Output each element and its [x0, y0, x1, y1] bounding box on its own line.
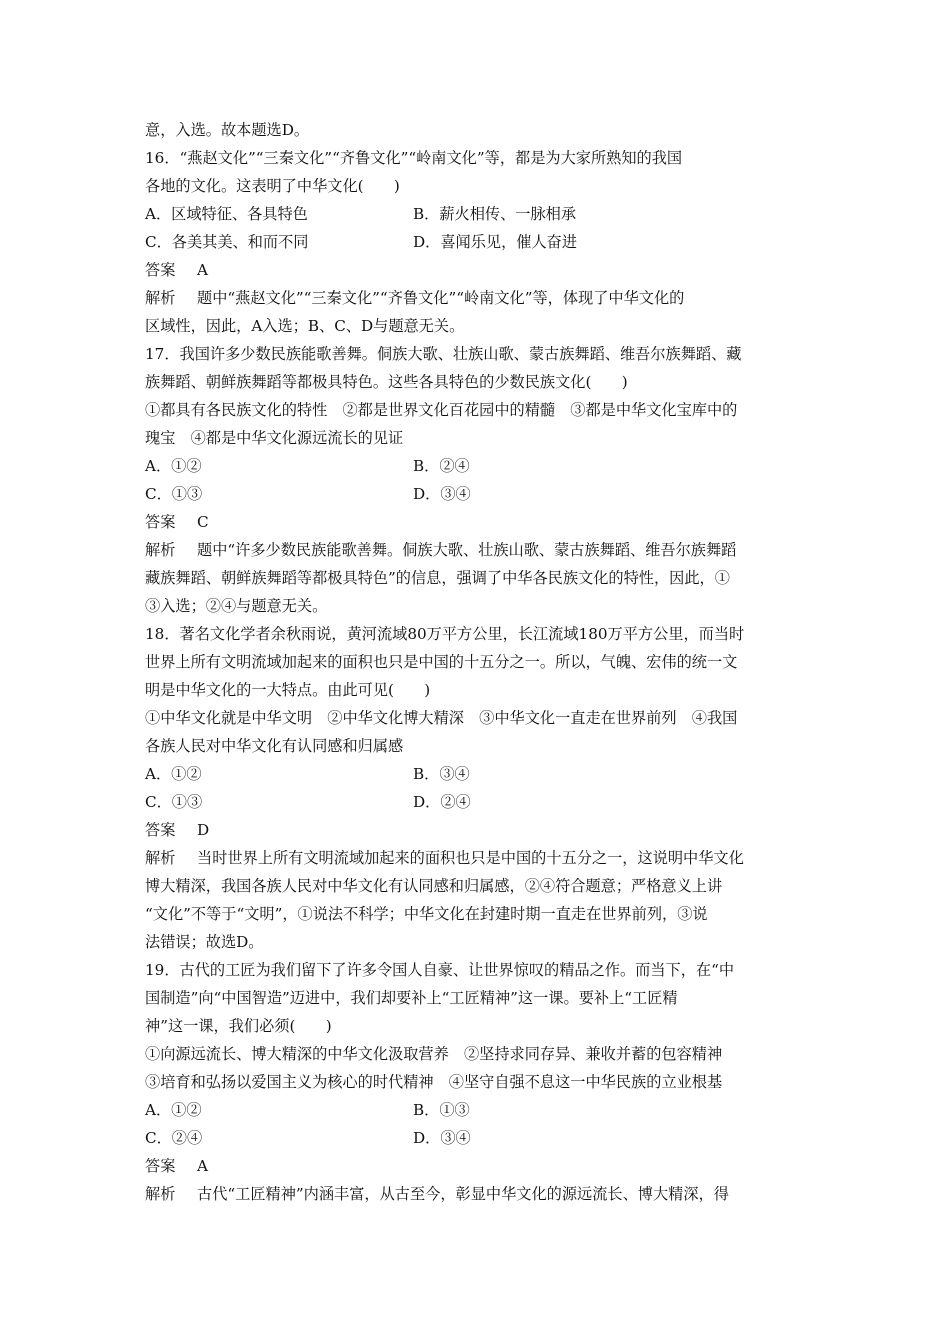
analysis-line — [145, 312, 810, 340]
option-row — [145, 200, 810, 228]
question-stem-line: 族舞蹈、朝鲜族舞蹈等都极具特色。这些各具特色的少数民族文化( ) — [145, 373, 628, 391]
option: B．③④ — [413, 765, 470, 783]
option: D．喜闻乐见，催人奋进 — [413, 233, 578, 251]
option: D．③④ — [413, 1129, 471, 1147]
statement-line: 各族人民对中华文化有认同感和归属感 — [145, 737, 404, 755]
document-page — [145, 116, 810, 1208]
question-stem-line: 明是中华文化的一大特点。由此可见( ) — [145, 681, 431, 699]
answer-line — [145, 256, 810, 284]
lead-text: 意，入选。故本题选D。 — [145, 121, 310, 139]
question-stem-line: 世界上所有文明流域加起来的面积也只是中国的十五分之一。所以，气魄、宏伟的统一文 — [145, 653, 738, 671]
analysis-line — [145, 1180, 810, 1208]
option-row — [145, 452, 810, 480]
analysis-line — [145, 284, 810, 312]
answer-line — [145, 508, 810, 536]
question-block — [145, 340, 810, 620]
question-stem-line: 16．“燕赵文化”“三秦文化”“齐鲁文化”“岭南文化”等，都是为大家所熟知的我国 — [145, 149, 683, 167]
answer-label: 答案 — [145, 1157, 176, 1175]
analysis-label: 解析 — [145, 541, 176, 559]
analysis-text: 藏族舞蹈、朝鲜族舞蹈等都极具特色”的信息，强调了中华各民族文化的特性，因此，① — [145, 569, 730, 587]
answer-line — [145, 1152, 810, 1180]
statement-line: ①中华文化就是中华文明 ②中华文化博大精深 ③中华文化一直走在世界前列 ④我国 — [145, 709, 738, 727]
statement-line: 瑰宝 ④都是中华文化源远流长的见证 — [145, 429, 404, 447]
answer-value: C — [197, 513, 209, 531]
analysis-line — [145, 872, 810, 900]
analysis-text: 博大精深，我国各族人民对中华文化有认同感和归属感，②④符合题意；严格意义上讲 — [145, 877, 723, 895]
analysis-line — [145, 592, 810, 620]
option: C．①③ — [145, 793, 203, 811]
analysis-label: 解析 — [145, 849, 176, 867]
analysis-label: 解析 — [145, 1185, 176, 1203]
analysis-text: 题中“许多少数民族能歌善舞。侗族大歌、壮族山歌、蒙古族舞蹈、维吾尔族舞蹈 — [197, 541, 737, 559]
analysis-text: “文化”不等于“文明”，①说法不科学；中华文化在封建时期一直走在世界前列，③说 — [145, 905, 708, 923]
analysis-label: 解析 — [145, 289, 176, 307]
option: D．③④ — [413, 485, 471, 503]
analysis-text: 题中“燕赵文化”“三秦文化”“齐鲁文化”“岭南文化”等，体现了中华文化的 — [197, 289, 685, 307]
option: B．②④ — [413, 457, 470, 475]
analysis-text: ③入选；②④与题意无关。 — [145, 597, 328, 615]
option: C．②④ — [145, 1129, 203, 1147]
analysis-text: 区域性，因此，A入选；B、C、D与题意无关。 — [145, 317, 465, 335]
option: A．区域特征、各具特色 — [145, 205, 308, 223]
option: C．①③ — [145, 485, 203, 503]
analysis-text: 当时世界上所有文明流域加起来的面积也只是中国的十五分之一，这说明中华文化 — [197, 849, 744, 867]
question-block — [145, 144, 810, 340]
analysis-line — [145, 928, 810, 956]
option-row — [145, 1096, 810, 1124]
question-stem-line: 17．我国许多少数民族能歌善舞。侗族大歌、壮族山歌、蒙古族舞蹈、维吾尔族舞蹈、藏 — [145, 345, 742, 363]
answer-label: 答案 — [145, 261, 176, 279]
question-stem-line: 19．古代的工匠为我们留下了许多令国人自豪、让世界惊叹的精品之作。而当下，在“中 — [145, 961, 735, 979]
option: C．各美其美、和而不同 — [145, 233, 309, 251]
question-block — [145, 956, 810, 1208]
question-block — [145, 620, 810, 956]
statement-line: ③培育和弘扬以爱国主义为核心的时代精神 ④坚守自强不息这一中华民族的立业根基 — [145, 1073, 723, 1091]
answer-label: 答案 — [145, 513, 176, 531]
question-stem-line: 神”这一课，我们必须( ) — [145, 1017, 332, 1035]
option-row — [145, 760, 810, 788]
option-row — [145, 480, 810, 508]
option-row — [145, 788, 810, 816]
answer-value: A — [197, 1157, 208, 1175]
option: D．②④ — [413, 793, 471, 811]
answer-value: A — [197, 261, 208, 279]
answer-line — [145, 816, 810, 844]
answer-label: 答案 — [145, 821, 176, 839]
analysis-line — [145, 536, 810, 564]
option: A．①② — [145, 457, 202, 475]
question-stem-line: 18．著名文化学者余秋雨说，黄河流域80万平方公里，长江流域180万平方公里，而当时 — [145, 625, 745, 643]
option-row — [145, 228, 810, 256]
option: A．①② — [145, 765, 202, 783]
answer-value: D — [197, 821, 210, 839]
option: B．①③ — [413, 1101, 470, 1119]
analysis-text: 古代“工匠精神”内涵丰富，从古至今，彰显中华文化的源远流长、博大精深，得 — [197, 1185, 729, 1203]
option-row — [145, 1124, 810, 1152]
analysis-line — [145, 564, 810, 592]
question-list — [145, 144, 810, 1208]
option: A．①② — [145, 1101, 202, 1119]
analysis-text: 法错误；故选D。 — [145, 933, 264, 951]
statement-line: ①向源远流长、博大精深的中华文化汲取营养 ②坚持求同存异、兼收并蓄的包容精神 — [145, 1045, 723, 1063]
option: B．薪火相传、一脉相承 — [413, 205, 577, 223]
statement-line: ①都具有各民族文化的特性 ②都是世界文化百花园中的精髓 ③都是中华文化宝库中的 — [145, 401, 738, 419]
question-stem-line: 各地的文化。这表明了中华文化( ) — [145, 177, 400, 195]
question-stem-line: 国制造”向“中国智造”迈进中，我们却要补上“工匠精神”这一课。要补上“工匠精 — [145, 989, 678, 1007]
analysis-line — [145, 844, 810, 872]
analysis-line — [145, 900, 810, 928]
